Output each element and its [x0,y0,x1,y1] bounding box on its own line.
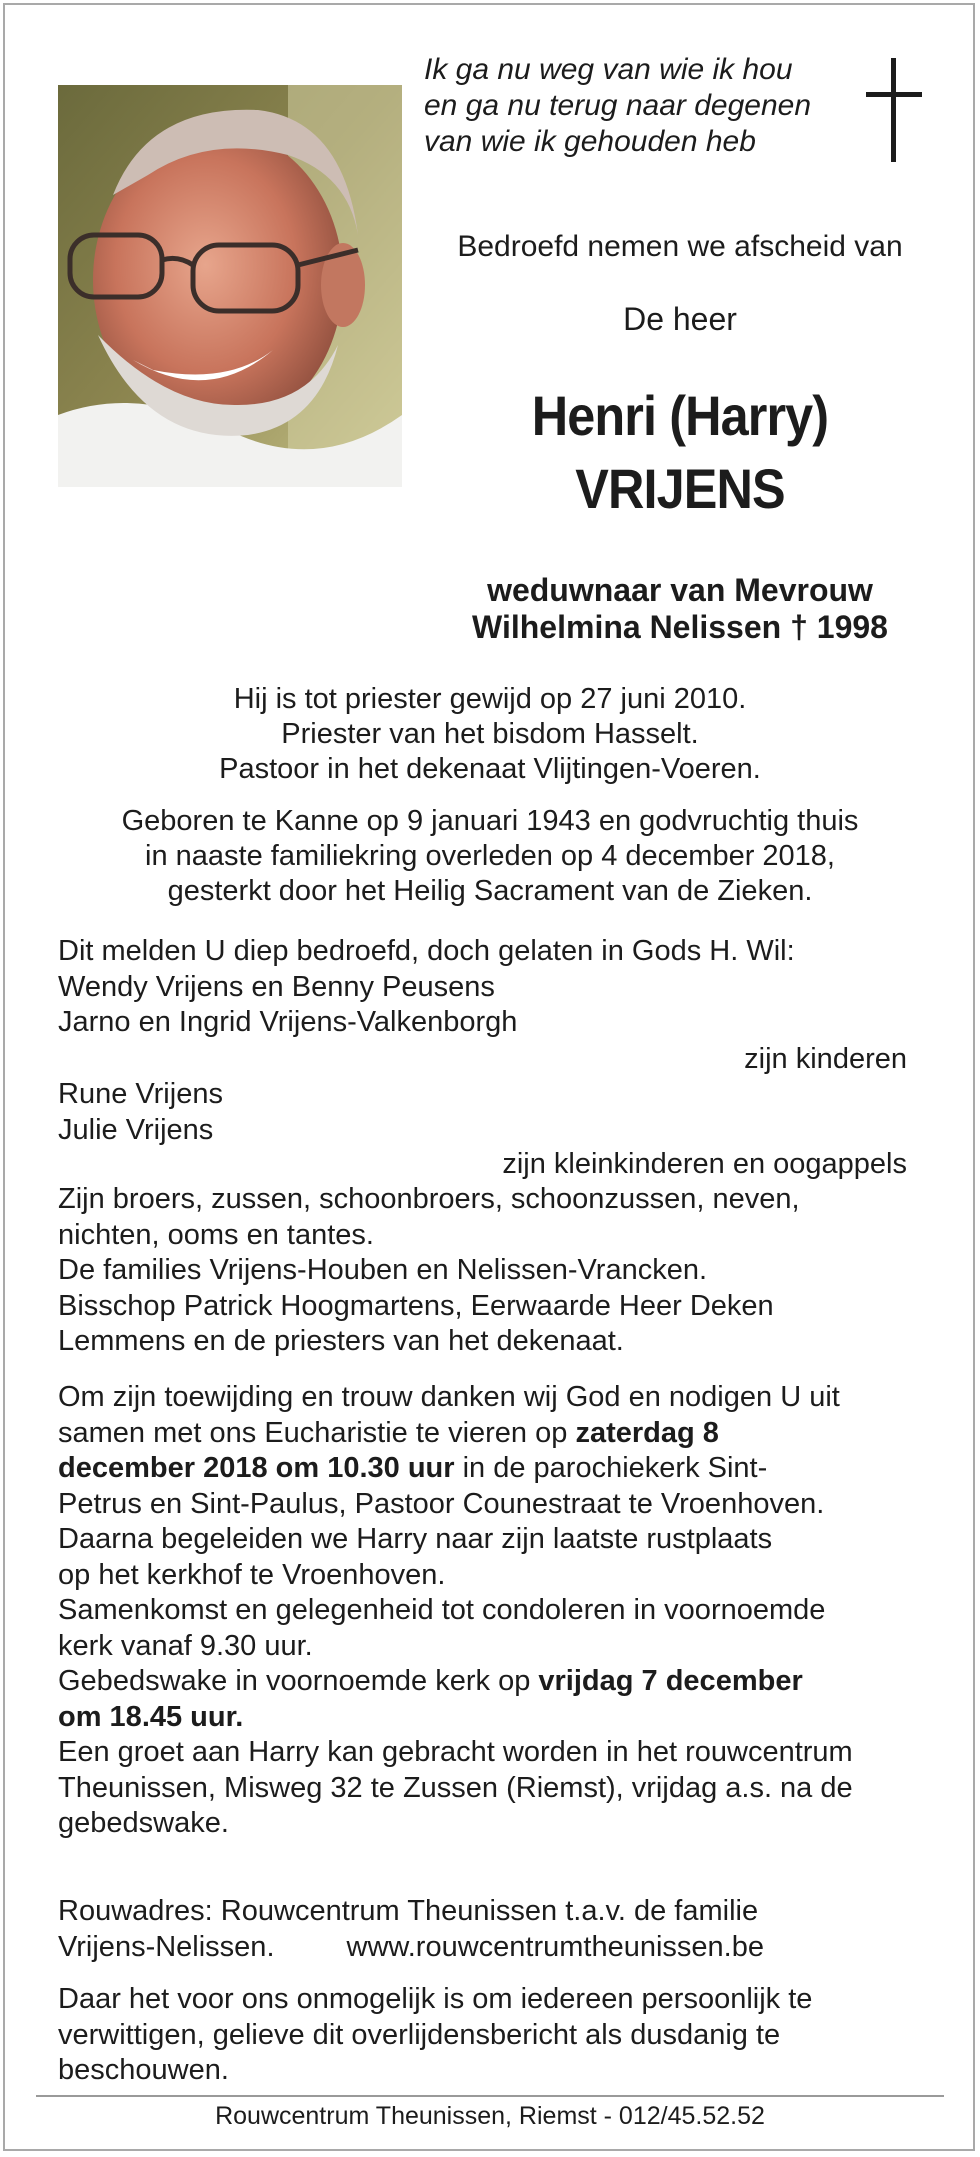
family-list [58,1182,800,1360]
website-link[interactable]: www.rouwcentrumtheunissen.be [346,1930,764,1963]
grandchild-name: Rune Vrijens [58,1078,223,1110]
announcement-line: Dit melden U diep bedroefd, doch gelaten in Gods H. Wil: [58,935,795,967]
service-line: Om zijn toewijding en trouw danken wij God en nodigen U uit [58,1381,840,1413]
service-line: Samenkomst en gelegenheid tot condoleren in voornoemde [58,1594,826,1626]
poem-line: en ga nu terug naar degenen [424,89,811,122]
grandchildren [58,1077,223,1148]
service-date: zaterdag 8 [575,1416,719,1449]
address-line: Rouwadres: Rouwcentrum Theunissen t.a.v. de familie [58,1895,759,1927]
notice-line: verwittigen, gelieve dit overlijdensbericht als dusdanig te [58,2018,781,2051]
priest-line: Pastoor in het dekenaat Vlijtingen-Voeren. [219,753,761,785]
widower-info [420,572,940,646]
service-line: Petrus en Sint-Paulus, Pastoor Counestraat te Vroenhoven. [58,1487,825,1520]
family-line: Bisschop Patrick Hoogmartens, Eerwaarde Heer Deken [58,1289,774,1322]
footer-divider [36,2095,944,2097]
portrait-photo [58,85,402,487]
children-label: zijn kinderen [744,1043,907,1075]
child-name: Wendy Vrijens en Benny Peusens [58,970,495,1003]
priest-line: Hij is tot priester gewijd op 27 juni 2010. [233,683,747,715]
grandchildren-label: zijn kleinkinderen en oogappels [502,1148,907,1180]
vigil-date: vrijdag 7 december [538,1665,803,1697]
priest-line: Priester van het bisdom Hasselt. [281,718,699,750]
service-line: kerk vanaf 9.30 uur. [58,1629,313,1662]
service-line: gebedswake. [58,1807,229,1839]
announcement [58,934,795,1041]
service-line: Gebedswake in voornoemde kerk op vrijdag 7 december [58,1665,803,1697]
birth-line: Geboren te Kanne op 9 januari 1943 en godvruchtig thuis [121,805,859,837]
poem-line: Ik ga nu weg van wie ik hou [424,53,793,86]
family-line: De families Vrijens-Houben en Nelissen-Vrancken. [58,1254,708,1286]
birth-line: gesterkt door het Heilig Sacrament van de Zieken. [167,875,813,907]
family-line: Zijn broers, zussen, schoonbroers, schoonzussen, neven, [58,1183,800,1215]
poem [424,52,811,160]
service-line: Theunissen, Misweg 32 te Zussen (Riemst), vrijdag a.s. na de [58,1771,853,1804]
widower-line: Wilhelmina Nelissen † 1998 [472,609,888,645]
widower-line: weduwnaar van Mevrouw [487,572,873,608]
notice-line: Daar het voor ons onmogelijk is om iedereen persoonlijk te [58,1983,813,2015]
birth-line: in naaste familiekring overleden op 4 december 2018, [145,840,835,872]
child-name: Jarno en Ingrid Vrijens-Valkenborgh [58,1006,518,1038]
poem-line: van wie ik gehouden heb [424,125,756,158]
vigil-time: om 18.45 uur. [58,1700,244,1733]
service-line: op het kerkhof te Vroenhoven. [58,1558,446,1591]
family-line: Lemmens en de priesters van het dekenaat. [58,1325,624,1357]
priest-info [40,682,940,787]
service-line: Een groet aan Harry kan gebracht worden in het rouwcentrum [58,1736,853,1768]
service-line [58,1700,853,1736]
service-details [58,1380,853,1842]
service-line: samen met ons Eucharistie te vieren op zaterdag 8 [58,1416,719,1449]
service-time: december 2018 om 10.30 uur [58,1452,455,1484]
deceased-name: Henri (Harry) [531,384,829,447]
family-line: nichten, ooms en tantes. [58,1218,374,1251]
mourning-address [58,1894,764,1965]
service-line: december 2018 om 10.30 uur in de parochiekerk Sint- [58,1452,768,1484]
notice [58,1982,812,2089]
address-line: Vrijens-Nelissen. www.rouwcentrumtheunissen.be [58,1930,764,1963]
grandchild-name: Julie Vrijens [58,1113,214,1146]
notice-line: beschouwen. [58,2054,229,2086]
honorific: De heer [623,301,737,337]
footer-contact: Rouwcentrum Theunissen, Riemst - 012/45.52.52 [215,2102,765,2130]
farewell-intro: Bedroefd nemen we afscheid van [457,230,903,263]
service-line: Daarna begeleiden we Harry naar zijn laatste rustplaats [58,1523,773,1555]
birth-death-info [40,804,940,909]
deceased-surname: VRIJENS [575,457,785,520]
cross-icon [866,58,922,162]
